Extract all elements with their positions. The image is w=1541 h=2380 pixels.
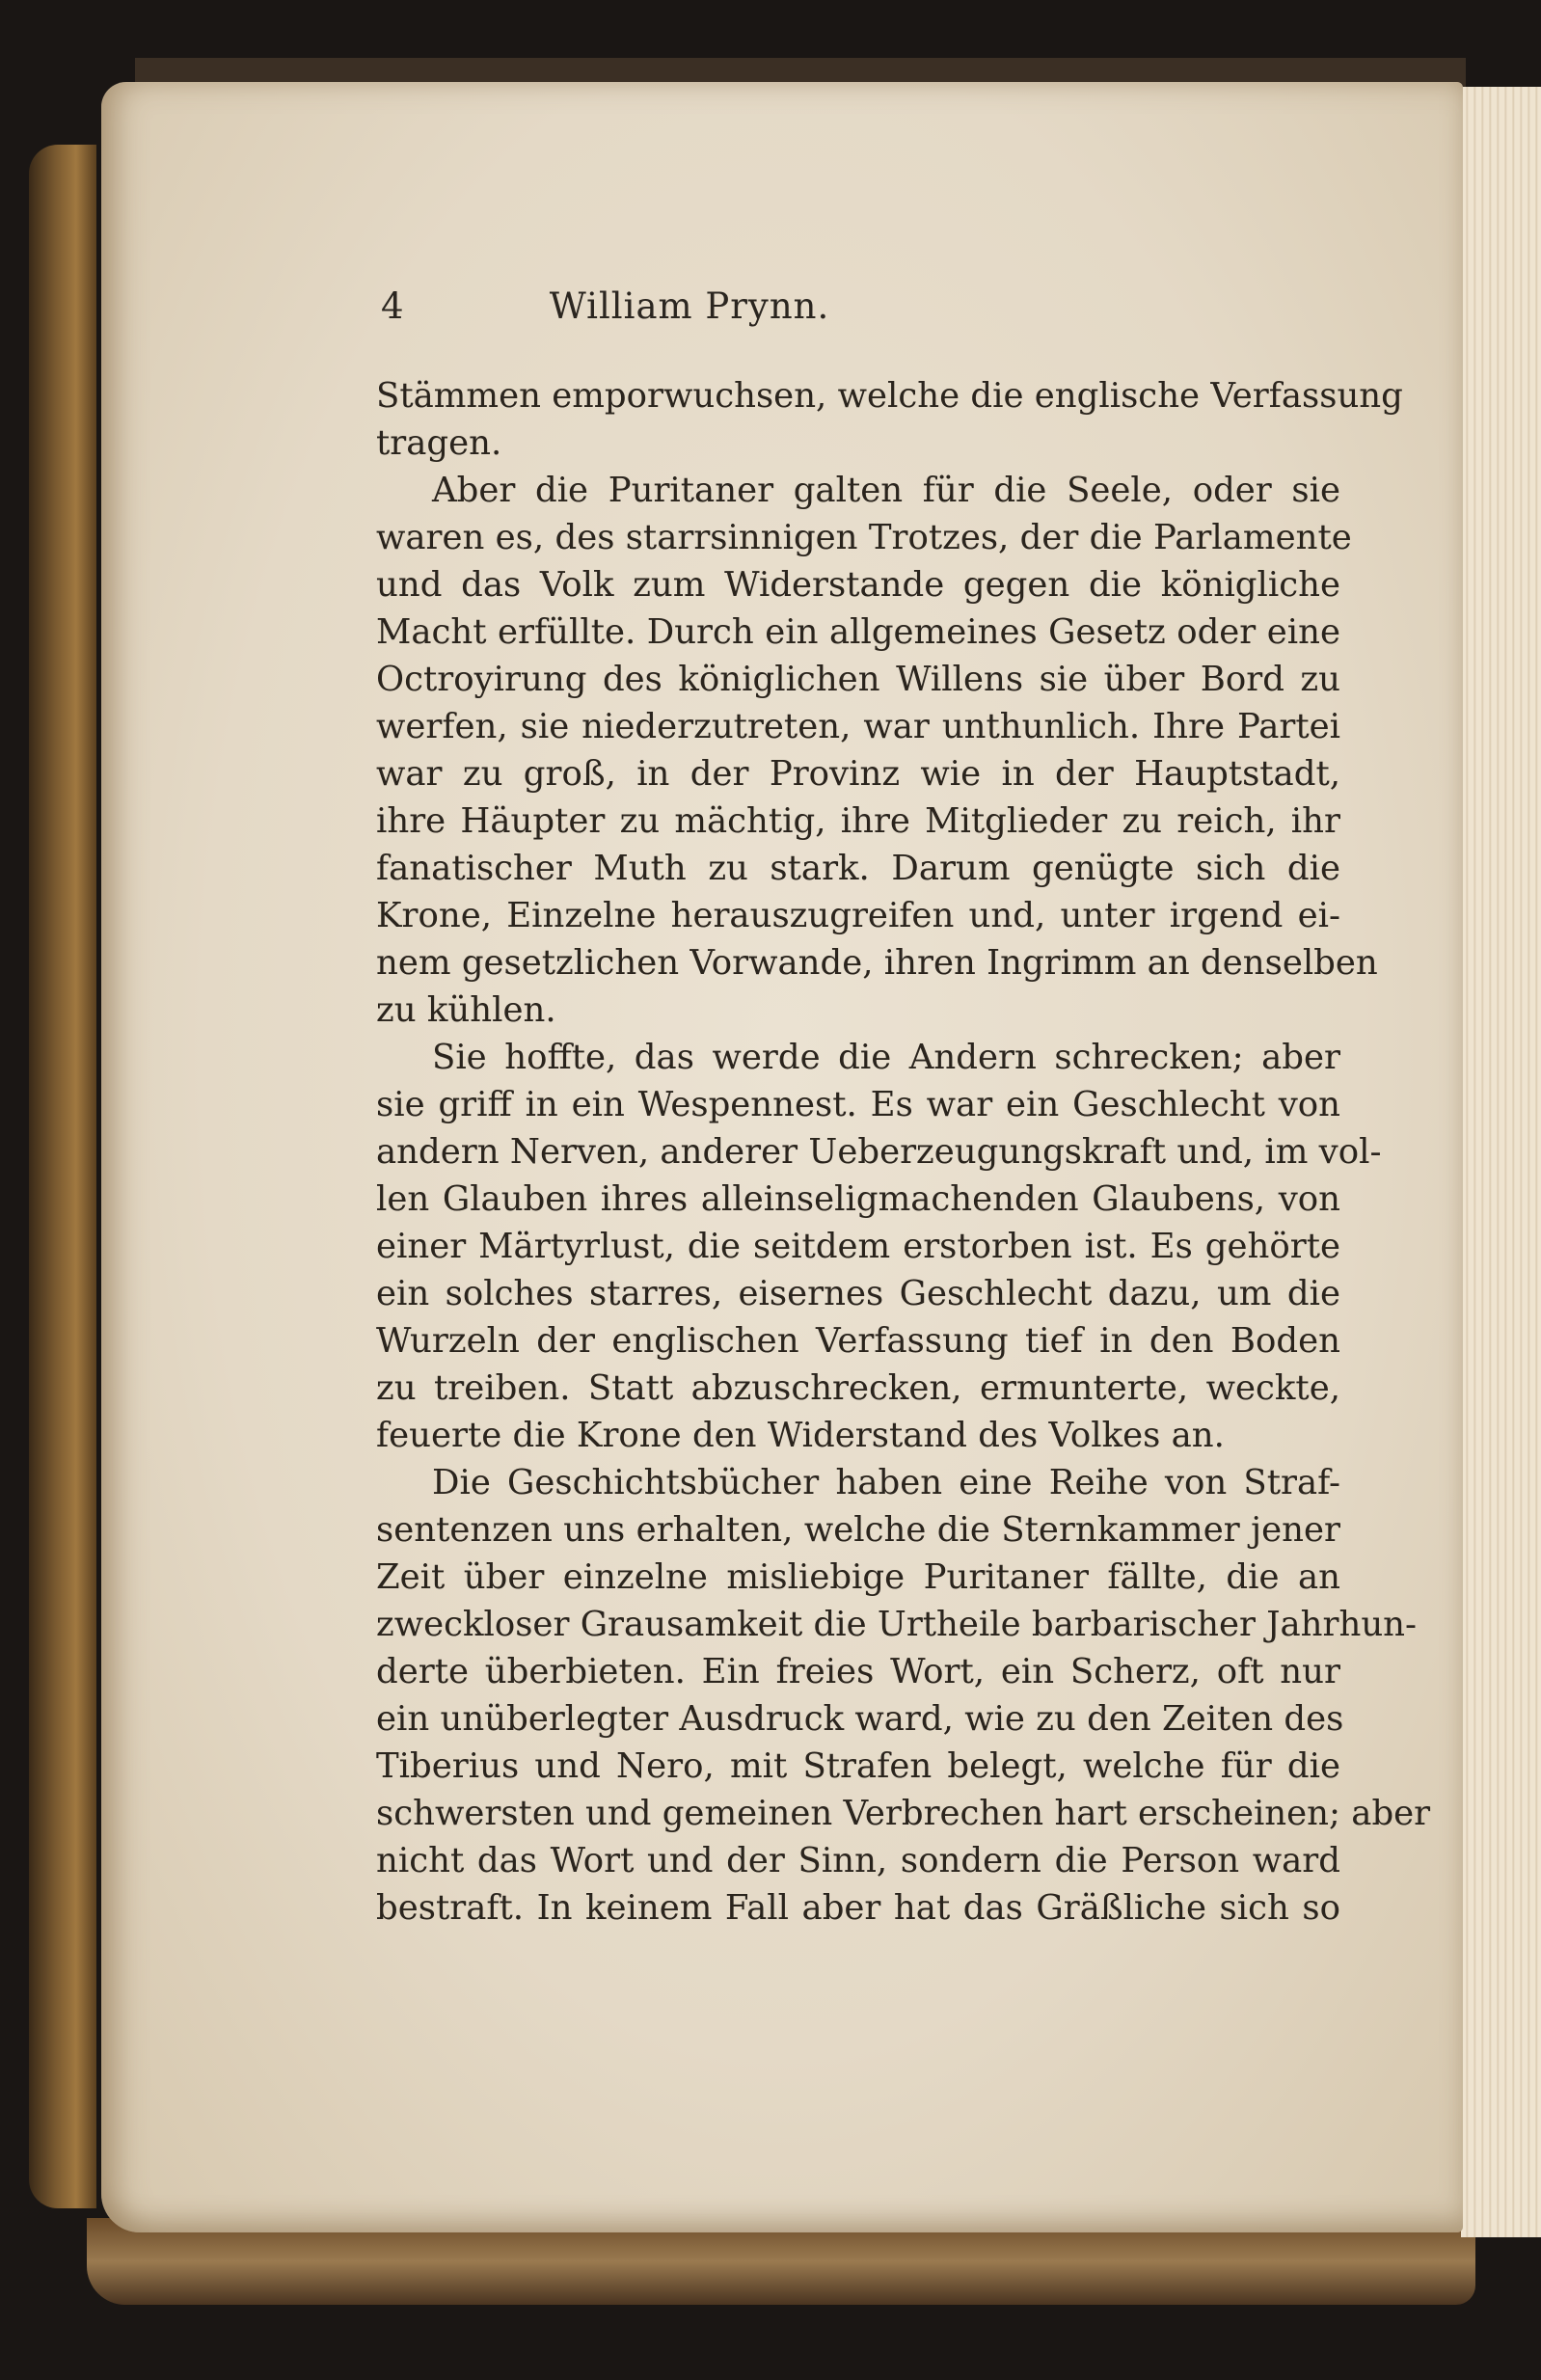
text-line: tragen.: [376, 423, 502, 463]
text-line: Aber die Puritaner galten für die Seele, oder sie: [432, 471, 1340, 510]
text-line: len Glauben ihres alleinseligmachenden Glaubens, von: [376, 1179, 1340, 1219]
text-line: ihre Häupter zu mächtig, ihre Mitglieder zu reich, ihr: [376, 801, 1340, 841]
body-text: [376, 372, 1431, 1932]
text-line: ein unüberlegter Ausdruck ward, wie zu den Zeiten des: [376, 1699, 1344, 1739]
text-line: zu kühlen.: [376, 990, 556, 1030]
text-line: Krone, Einzelne herauszugreifen und, unter irgend ei-: [376, 896, 1340, 935]
text-line: und das Volk zum Widerstande gegen die königliche: [376, 565, 1340, 605]
text-line: Octroyirung des königlichen Willens sie über Bord zu: [376, 660, 1340, 699]
book-spine-edge: [29, 145, 96, 2208]
text-line: waren es, des starrsinnigen Trotzes, der die Parlamente: [376, 518, 1352, 557]
text-line: Sie hoffte, das werde die Andern schrecken; aber: [432, 1038, 1340, 1077]
text-line: einer Märtyrlust, die seitdem erstorben ist. Es gehörte: [376, 1227, 1340, 1266]
text-line: Macht erfüllte. Durch ein allgemeines Gesetz oder eine: [376, 612, 1340, 652]
text-line: schwersten und gemeinen Verbrechen hart erscheinen; aber: [376, 1794, 1431, 1833]
text-line: nicht das Wort und der Sinn, sondern die Person ward: [376, 1841, 1340, 1880]
running-head: [381, 285, 998, 334]
text-line: sie griff in ein Wespennest. Es war ein Geschlecht von: [376, 1085, 1340, 1124]
text-line: Tiberius und Nero, mit Strafen belegt, welche für die: [376, 1746, 1340, 1786]
page-stack-edge: [1461, 87, 1541, 2237]
text-line: ein solches starres, eisernes Geschlecht dazu, um die: [376, 1274, 1340, 1313]
text-line: nem gesetzlichen Vorwande, ihren Ingrimm an denselben: [376, 943, 1378, 983]
text-line: sentenzen uns erhalten, welche die Sternkammer jener: [376, 1510, 1340, 1550]
text-line: bestraft. In keinem Fall aber hat das Gräßliche sich so: [376, 1888, 1340, 1928]
text-line: Die Geschichtsbücher haben eine Reihe von Straf-: [432, 1463, 1340, 1502]
page-number: 4: [381, 285, 404, 327]
text-line: fanatischer Muth zu stark. Darum genügte sich die: [376, 849, 1340, 888]
text-line: Wurzeln der englischen Verfassung tief in den Boden: [376, 1321, 1340, 1361]
text-line: zweckloser Grausamkeit die Urtheile barbarischer Jahrhun-: [376, 1605, 1418, 1644]
text-line: Stämmen emporwuchsen, welche die englische Verfassung: [376, 376, 1403, 416]
text-line: Zeit über einzelne misliebige Puritaner fällte, die an: [376, 1557, 1340, 1597]
text-line: feuerte die Krone den Widerstand des Volkes an.: [376, 1416, 1225, 1455]
text-line: war zu groß, in der Provinz wie in der Hauptstadt,: [376, 754, 1340, 794]
running-title: William Prynn.: [549, 285, 830, 327]
text-line: werfen, sie niederzutreten, war unthunlich. Ihre Partei: [376, 707, 1340, 746]
text-line: zu treiben. Statt abzuschrecken, ermunterte, weckte,: [376, 1368, 1340, 1408]
text-line: andern Nerven, anderer Ueberzeugungskraft und, im vol-: [376, 1132, 1382, 1172]
text-line: derte überbieten. Ein freies Wort, ein Scherz, oft nur: [376, 1652, 1340, 1691]
